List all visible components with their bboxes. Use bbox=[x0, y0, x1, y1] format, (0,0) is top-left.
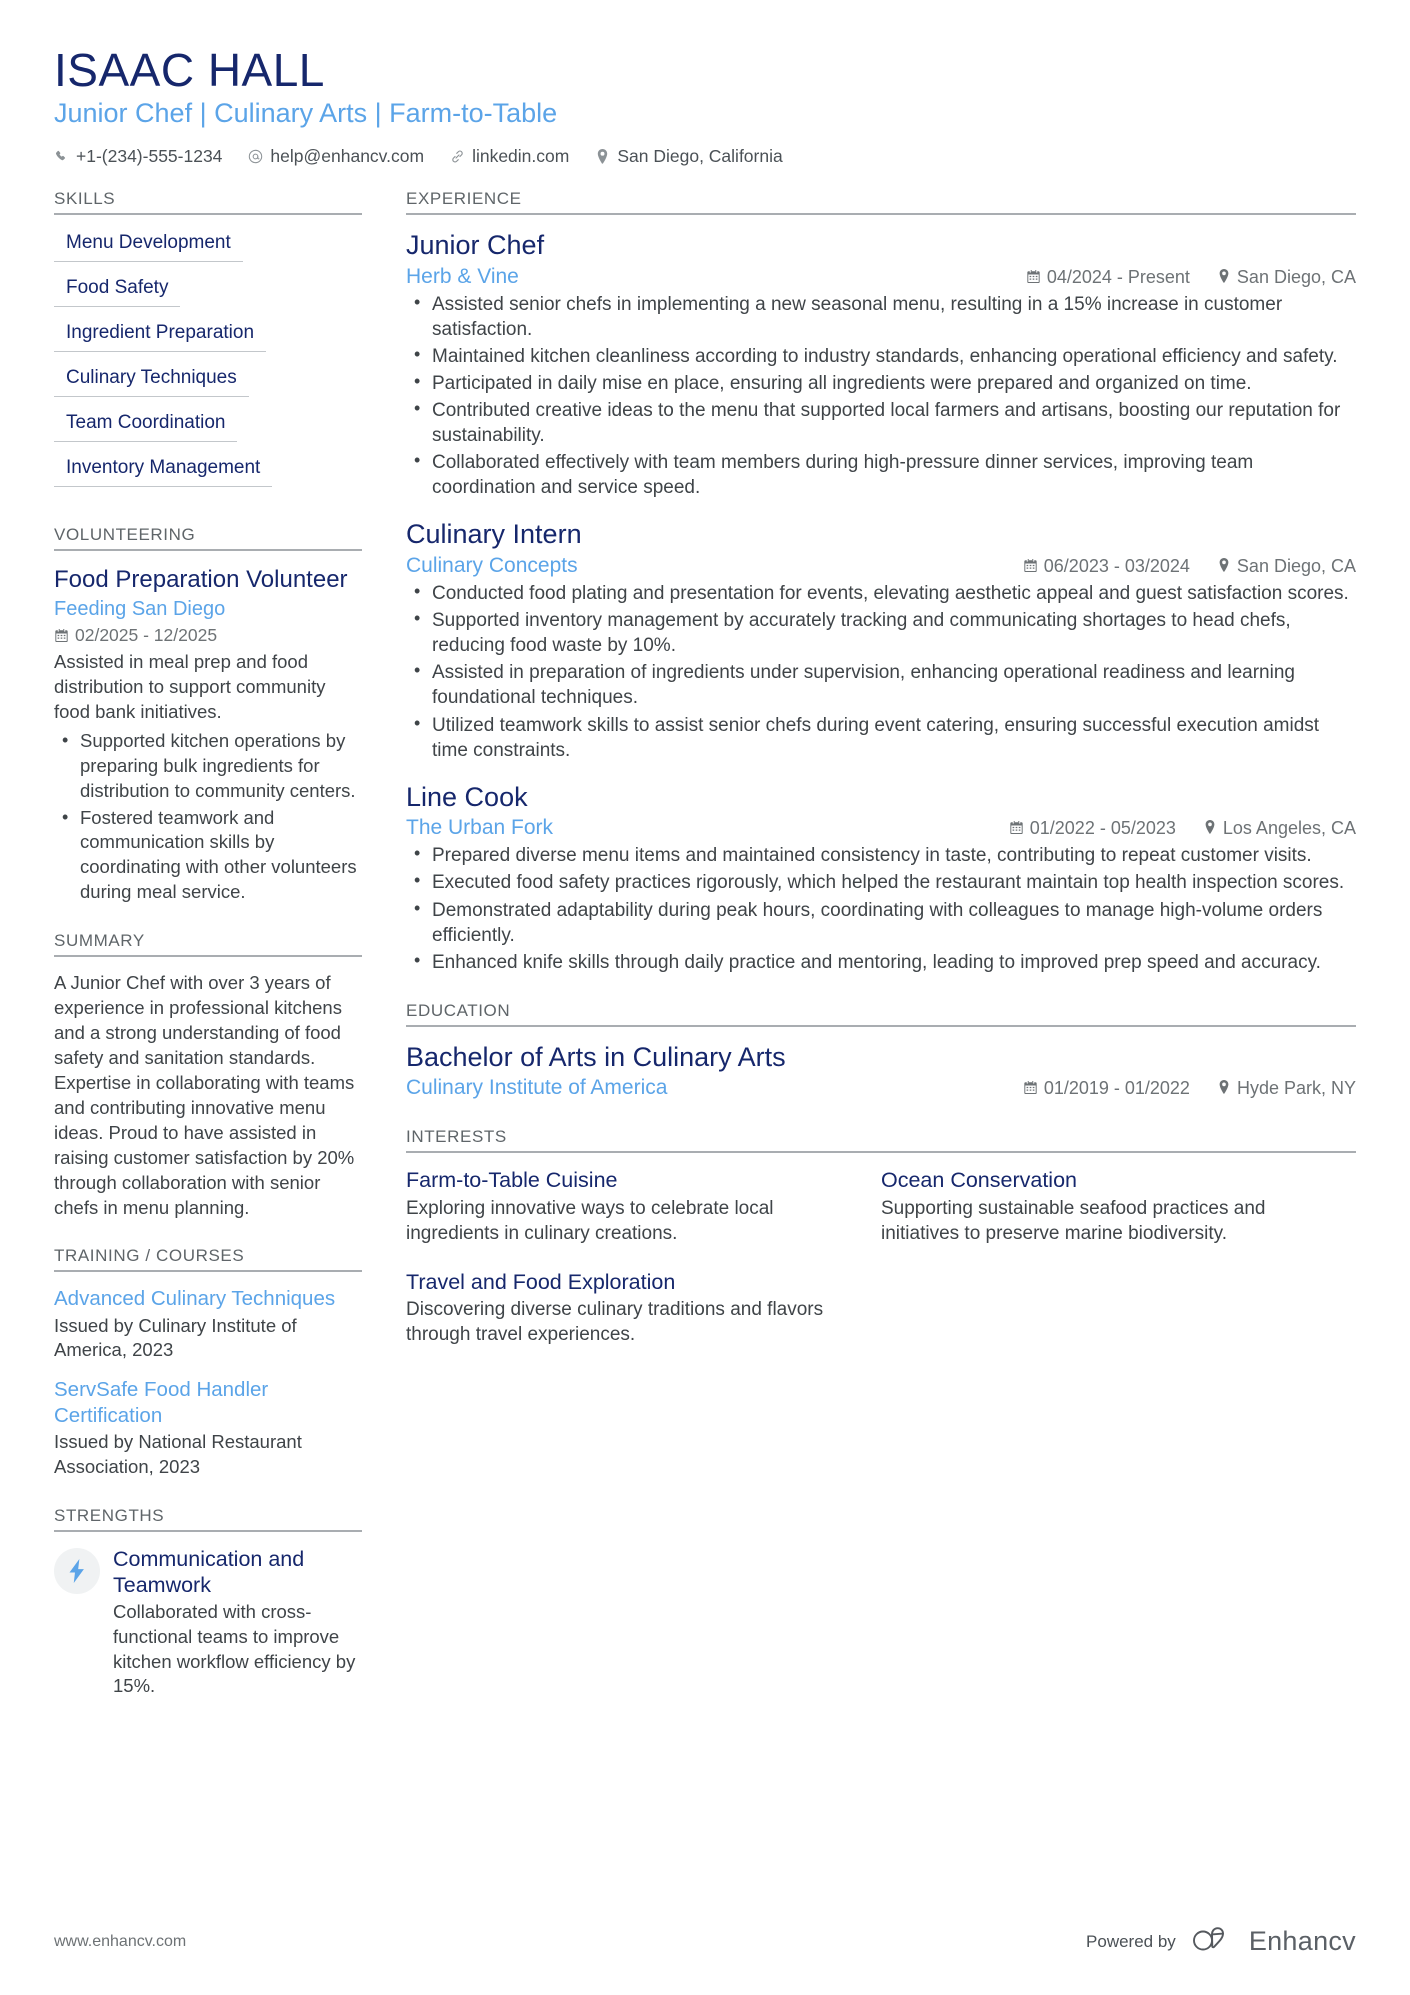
interest-description: Supporting sustainable seafood practices and initiatives to preserve marine biodiversity. bbox=[881, 1198, 1266, 1245]
experience-entry bbox=[406, 518, 1356, 762]
experience-meta bbox=[1010, 818, 1356, 839]
experience-location-text: San Diego, CA bbox=[1236, 266, 1356, 287]
footer-powered-by-label: Powered by bbox=[1086, 1931, 1176, 1951]
course-name: Advanced Culinary Techniques bbox=[54, 1287, 336, 1311]
section-title-strengths: STRENGTHS bbox=[54, 1506, 362, 1532]
resume-body bbox=[54, 189, 1356, 1725]
bullet-item: • Prepared diverse menu items and maintained consistency in taste, contributing to repeat customer visits. bbox=[428, 843, 1356, 868]
skill-chip: Food Safety bbox=[54, 274, 180, 307]
volunteering-bullets bbox=[54, 729, 362, 904]
candidate-name: ISAAC HALL bbox=[54, 44, 325, 96]
section-title-education: EDUCATION bbox=[406, 1001, 1356, 1027]
footer-brand bbox=[1086, 1926, 1356, 1957]
section-experience bbox=[406, 189, 1356, 975]
experience-entry bbox=[406, 229, 1356, 500]
education-dates-text: 01/2019 - 01/2022 bbox=[1043, 1078, 1190, 1099]
calendar-icon bbox=[1027, 267, 1040, 288]
calendar-icon bbox=[1024, 556, 1037, 577]
contact-linkedin-text: linkedin.com bbox=[472, 146, 570, 167]
candidate-headline: Junior Chef | Culinary Arts | Farm-to-Table bbox=[54, 98, 558, 129]
experience-meta bbox=[1027, 267, 1356, 288]
section-title-volunteering: VOLUNTEERING bbox=[54, 525, 362, 551]
volunteering-role: Food Preparation Volunteer bbox=[54, 566, 348, 594]
interest-description: Exploring innovative ways to celebrate local ingredients in culinary creations. bbox=[406, 1198, 774, 1245]
experience-meta bbox=[1024, 556, 1356, 577]
volunteering-dates bbox=[54, 625, 362, 646]
volunteering-dates-text: 02/2025 - 12/2025 bbox=[75, 625, 218, 646]
course-name: ServSafe Food Handler Certification bbox=[54, 1377, 269, 1428]
education-header-row bbox=[406, 1074, 1356, 1101]
section-strengths bbox=[54, 1506, 362, 1699]
course-issuer: Issued by National Restaurant Association, 2023 bbox=[54, 1431, 302, 1477]
experience-header-row bbox=[406, 263, 1356, 290]
volunteering-org: Feeding San Diego bbox=[54, 598, 226, 621]
calendar-icon bbox=[54, 628, 68, 643]
experience-location bbox=[1204, 818, 1356, 839]
bullet-item: • Fostered teamwork and communication skills by coordinating with other volunteers during meal service. bbox=[76, 806, 362, 905]
course-entry bbox=[54, 1377, 362, 1480]
bullet-item: • Contributed creative ideas to the menu that supported local farmers and artisans, boosting our reputation for sustainability. bbox=[428, 398, 1356, 448]
interest-entry bbox=[881, 1167, 1356, 1246]
contact-row bbox=[54, 146, 1356, 167]
experience-location bbox=[1218, 267, 1356, 288]
experience-company: Culinary Concepts bbox=[406, 553, 578, 577]
education-location-text: Hyde Park, NY bbox=[1236, 1078, 1356, 1099]
section-title-skills: SKILLS bbox=[54, 189, 362, 215]
course-entry bbox=[54, 1286, 362, 1362]
skill-chip: Inventory Management bbox=[54, 454, 272, 487]
bullet-item: • Collaborated effectively with team members during high-pressure dinner services, improving team coordination and service speed. bbox=[428, 450, 1356, 500]
enhancv-wordmark: Enhancv bbox=[1248, 1926, 1356, 1956]
section-education bbox=[406, 1001, 1356, 1102]
strength-description: Collaborated with cross-functional teams to improve kitchen workflow efficiency by 15%. bbox=[113, 1601, 356, 1697]
strength-entry bbox=[54, 1546, 362, 1699]
education-school: Culinary Institute of America bbox=[406, 1076, 668, 1100]
course-issuer: Issued by Culinary Institute of America, 2023 bbox=[54, 1314, 297, 1361]
experience-bullets bbox=[406, 581, 1356, 763]
section-interests bbox=[406, 1127, 1356, 1369]
experience-company: The Urban Fork bbox=[406, 816, 554, 840]
experience-location-text: Los Angeles, CA bbox=[1222, 818, 1356, 839]
section-volunteering bbox=[54, 525, 362, 905]
interest-title: Travel and Food Exploration bbox=[406, 1269, 676, 1294]
bullet-item: • Supported kitchen operations by preparing bulk ingredients for distribution to community centers. bbox=[76, 729, 362, 803]
location-pin-icon bbox=[1218, 556, 1230, 577]
contact-phone-text: +1-(234)-555-1234 bbox=[76, 146, 223, 167]
email-icon bbox=[248, 149, 263, 165]
experience-bullets bbox=[406, 843, 1356, 974]
experience-location bbox=[1218, 556, 1356, 577]
bullet-item: • Assisted in preparation of ingredients under supervision, enhancing operational readiness and learning foundational techniques. bbox=[428, 660, 1356, 710]
interest-title: Farm-to-Table Cuisine bbox=[406, 1168, 618, 1193]
experience-dates bbox=[1010, 818, 1176, 839]
enhancv-mark-icon bbox=[1192, 1926, 1238, 1957]
experience-bullets bbox=[406, 292, 1356, 501]
experience-entry bbox=[406, 781, 1356, 975]
contact-phone[interactable] bbox=[54, 146, 222, 167]
section-skills bbox=[54, 189, 362, 499]
experience-dates-text: 01/2022 - 05/2023 bbox=[1029, 818, 1176, 839]
summary-text: A Junior Chef with over 3 years of experience in professional kitchens and a strong understanding of food safety and sanitation standards. Expertise in collaborating with teams and contributing innovative menu ideas. Proud to have assisted in raising customer satisfaction by 20% through collaboration with senior chefs in menu planning. bbox=[54, 971, 355, 1218]
bullet-item: • Utilized teamwork skills to assist senior chefs during event catering, ensuring successful execution amidst time constraints. bbox=[428, 713, 1356, 763]
link-icon bbox=[450, 149, 465, 165]
education-location bbox=[1218, 1078, 1356, 1099]
section-training bbox=[54, 1246, 362, 1479]
experience-title: Culinary Intern bbox=[406, 519, 582, 550]
interests-grid bbox=[406, 1167, 1356, 1369]
volunteering-description: Assisted in meal prep and food distribution to support community food bank initiatives. bbox=[54, 651, 326, 723]
experience-dates-text: 04/2024 - Present bbox=[1046, 266, 1190, 287]
education-degree: Bachelor of Arts in Culinary Arts bbox=[406, 1041, 786, 1072]
bullet-item: • Conducted food plating and presentation for events, elevating aesthetic appeal and guest satisfaction scores. bbox=[428, 581, 1356, 606]
contact-linkedin[interactable] bbox=[450, 146, 569, 167]
location-pin-icon bbox=[1218, 267, 1230, 288]
right-column bbox=[384, 189, 1356, 1395]
phone-icon bbox=[54, 149, 69, 165]
bullet-item: • Enhanced knife skills through daily practice and mentoring, leading to improved prep speed and accuracy. bbox=[428, 950, 1356, 975]
page-footer bbox=[54, 1926, 1356, 1957]
left-column bbox=[54, 189, 384, 1725]
education-entry bbox=[406, 1041, 1356, 1102]
calendar-icon bbox=[1024, 1078, 1037, 1099]
education-dates bbox=[1024, 1078, 1190, 1099]
contact-email-text: help@enhancv.com bbox=[270, 146, 425, 167]
skill-chip: Ingredient Preparation bbox=[54, 319, 266, 352]
calendar-icon bbox=[1010, 818, 1023, 839]
experience-dates bbox=[1024, 556, 1190, 577]
bullet-item: • Demonstrated adaptability during peak hours, coordinating with colleagues to manage high-volume orders efficiently. bbox=[428, 898, 1356, 948]
strength-text-block bbox=[113, 1546, 362, 1699]
skills-list bbox=[54, 229, 362, 499]
volunteering-entry bbox=[54, 565, 362, 905]
location-pin-icon bbox=[595, 149, 610, 165]
experience-dates bbox=[1027, 267, 1190, 288]
section-title-summary: SUMMARY bbox=[54, 931, 362, 957]
interest-title: Ocean Conservation bbox=[881, 1168, 1077, 1193]
strength-title: Communication and Teamwork bbox=[113, 1546, 305, 1598]
interest-entry bbox=[406, 1269, 881, 1348]
enhancv-logo bbox=[1192, 1926, 1356, 1957]
bullet-item: • Participated in daily mise en place, ensuring all ingredients were prepared and organized on time. bbox=[428, 371, 1356, 396]
skill-chip: Menu Development bbox=[54, 229, 243, 262]
experience-location-text: San Diego, CA bbox=[1236, 555, 1356, 576]
location-pin-icon bbox=[1204, 818, 1216, 839]
section-summary bbox=[54, 931, 362, 1221]
interest-entry bbox=[406, 1167, 881, 1246]
bullet-item: • Maintained kitchen cleanliness according to industry standards, enhancing operational efficiency and safety. bbox=[428, 344, 1356, 369]
experience-company: Herb & Vine bbox=[406, 264, 519, 288]
experience-header-row bbox=[406, 814, 1356, 841]
strength-icon-badge bbox=[54, 1548, 100, 1594]
section-title-training: TRAINING / COURSES bbox=[54, 1246, 362, 1272]
contact-email[interactable] bbox=[248, 146, 424, 167]
location-pin-icon bbox=[1218, 1078, 1230, 1099]
lightning-bolt-icon bbox=[69, 1559, 86, 1583]
contact-location bbox=[595, 146, 782, 167]
education-meta bbox=[1024, 1078, 1356, 1099]
resume-header bbox=[54, 46, 1356, 167]
bullet-item: • Supported inventory management by accurately tracking and communicating shortages to head chefs, reducing food waste by 10%. bbox=[428, 608, 1356, 658]
experience-title: Line Cook bbox=[406, 781, 528, 812]
interest-description: Discovering diverse culinary traditions and flavors through travel experiences. bbox=[406, 1299, 824, 1346]
experience-title: Junior Chef bbox=[406, 230, 545, 261]
bullet-item: • Executed food safety practices rigorously, which helped the restaurant maintain top health inspection scores. bbox=[428, 870, 1356, 895]
section-title-interests: INTERESTS bbox=[406, 1127, 1356, 1153]
bullet-item: • Assisted senior chefs in implementing a new seasonal menu, resulting in a 15% increase in customer satisfaction. bbox=[428, 292, 1356, 342]
section-title-experience: EXPERIENCE bbox=[406, 189, 1356, 215]
skill-chip: Team Coordination bbox=[54, 409, 237, 442]
contact-location-text: San Diego, California bbox=[617, 146, 783, 167]
experience-header-row bbox=[406, 552, 1356, 579]
experience-dates-text: 06/2023 - 03/2024 bbox=[1043, 555, 1190, 576]
footer-website[interactable]: www.enhancv.com bbox=[54, 1932, 187, 1950]
skill-chip: Culinary Techniques bbox=[54, 364, 249, 397]
